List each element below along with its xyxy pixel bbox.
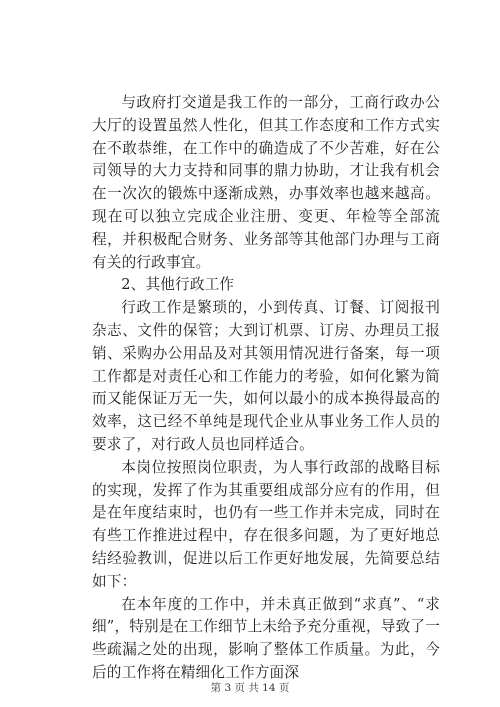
document-body <box>92 92 440 685</box>
section-heading-other-admin-work: 2、其他行政工作 <box>121 276 235 294</box>
paragraph-shortcomings: 在本年度的工作中，并未真正做到“求真”、“求细”，特别是在工作细节上未给予充分重视，导致了一些疏漏之处的出现，影响了整体工作质量。为此，今后的工作将在精细化工作方面深 <box>92 595 440 681</box>
paragraph-government-affairs: 与政府打交道是我工作的一部分，工商行政办公大厅的设置虽然人性化，但其工作态度和工作方式实在不敢恭维，在工作中的确造成了不少苦难，好在公司领导的大力支持和同事的鼎力协助，才让我有机会在一次次的锻炼中逐渐成熟，办事效率也越来越高。现在可以独立完成企业注册、变更、年检等全部流程，并积极配合财务、业务部等其他部门办理与工商有关的行政事宜。 <box>92 94 440 271</box>
paragraph-admin-work: 行政工作是繁琐的，小到传真、订餐、订阅报刊杂志、文件的保管；大到订机票、订房、办理员工报销、采购办公用品及对其领用情况进行备案，每一项工作都是对责任心和工作能力的考验，如何化繁为简而又能保证万无一失，如何以最小的成本换得最高的效率，这已经不单纯是现代企业从事业务工作人员的要求了，对行政人员也同样适合。 <box>92 299 440 453</box>
page-number-footer: 第 3 页 共 14 页 <box>210 682 290 694</box>
paragraph-position-summary: 本岗位按照岗位职责，为人事行政部的战略目标的实现，发挥了作为其重要组成部分应有的作用，但是在年度结束时，也仍有一些工作并未完成，同时在有些工作推进过程中，存在很多问题，为了更好地总结经验教训，促进以后工作更好地发展，先简要总结如下： <box>92 458 440 590</box>
